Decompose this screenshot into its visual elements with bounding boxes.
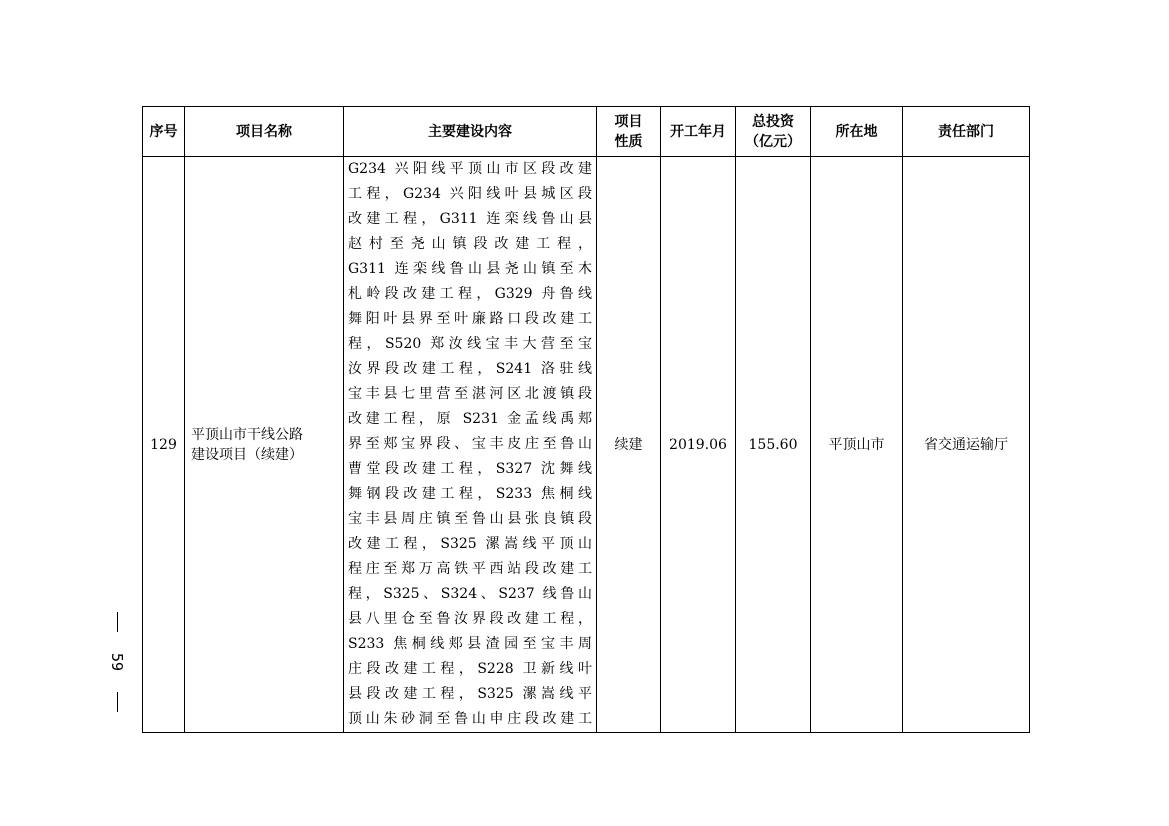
header-invest-line1: 总投资 <box>752 113 794 130</box>
header-start-date: 开工年月 <box>661 107 736 157</box>
page-number-dash-top <box>117 612 118 632</box>
row-project-name <box>185 157 344 733</box>
project-table <box>142 106 1030 733</box>
page-number <box>104 612 130 712</box>
content-line: S233 焦桐线郏县渣园至宝丰周 <box>348 636 592 652</box>
content-line: 程，S520 郑汝线宝丰大营至宝 <box>348 336 592 352</box>
header-invest-line2: （亿元） <box>745 133 801 150</box>
row-location: 平顶山市 <box>811 157 903 733</box>
row-main-content <box>344 157 597 733</box>
row-name-line2: 建设项目（续建） <box>191 446 303 463</box>
content-line: 改建工程，原 S231 金孟线禹郏 <box>348 411 592 427</box>
content-line: 宝丰县七里营至湛河区北渡镇段 <box>348 386 592 402</box>
row-index: 129 <box>143 157 185 733</box>
header-total-investment <box>736 107 811 157</box>
row-name-line1: 平顶山市干线公路 <box>191 426 303 443</box>
content-line: 程庄至郑万高铁平西站段改建工 <box>348 561 592 577</box>
content-line: 札岭段改建工程，G329 舟鲁线 <box>348 286 592 302</box>
header-responsible-dept: 责任部门 <box>903 107 1030 157</box>
header-project-name: 项目名称 <box>185 107 344 157</box>
content-line: 舞钢段改建工程，S233 焦桐线 <box>348 486 592 502</box>
row-responsible-dept: 省交通运输厅 <box>903 157 1030 733</box>
row-start-date: 2019.06 <box>661 157 736 733</box>
row-total-investment: 155.60 <box>736 157 811 733</box>
page-number-dash-bottom <box>117 692 118 712</box>
row-project-nature: 续建 <box>597 157 661 733</box>
header-nature-line1: 项目 <box>614 113 643 130</box>
content-line: 顶山朱砂洞至鲁山申庄段改建工 <box>348 711 592 727</box>
content-line: 汝界段改建工程，S241 洛驻线 <box>348 361 592 377</box>
content-line: 县八里仓至鲁汝界段改建工程， <box>348 611 592 627</box>
content-line: G311 连栾线鲁山县尧山镇至木 <box>348 261 592 277</box>
content-line: 程，S325、S324、S237 线鲁山 <box>348 586 592 602</box>
content-line: 庄段改建工程，S228 卫新线叶 <box>348 661 592 677</box>
header-main-content: 主要建设内容 <box>344 107 597 157</box>
content-line: 改建工程，G311 连栾线鲁山县 <box>348 211 592 227</box>
content-line: 工程，G234 兴阳线叶县城区段 <box>348 186 592 202</box>
header-project-nature <box>597 107 661 157</box>
table-row <box>143 157 1030 733</box>
content-line: 县段改建工程，S325 漯嵩线平 <box>348 686 592 702</box>
header-location: 所在地 <box>811 107 903 157</box>
content-line: 舞阳叶县界至叶廉路口段改建工 <box>348 311 592 327</box>
header-index: 序号 <box>143 107 185 157</box>
table-header-row <box>143 107 1030 157</box>
header-nature-line2: 性质 <box>614 133 643 150</box>
content-line: 曹堂段改建工程，S327 沈舞线 <box>348 461 592 477</box>
content-line: 赵村至尧山镇段改建工程， <box>348 236 592 252</box>
content-line: 改建工程，S325 漯嵩线平顶山 <box>348 536 592 552</box>
page-number-digits: 59 <box>108 652 126 672</box>
content-line: 宝丰县周庄镇至鲁山县张良镇段 <box>348 511 592 527</box>
content-line: G234 兴阳线平顶山市区段改建 <box>348 161 592 177</box>
content-line: 界至郏宝界段、宝丰皮庄至鲁山 <box>348 436 592 452</box>
